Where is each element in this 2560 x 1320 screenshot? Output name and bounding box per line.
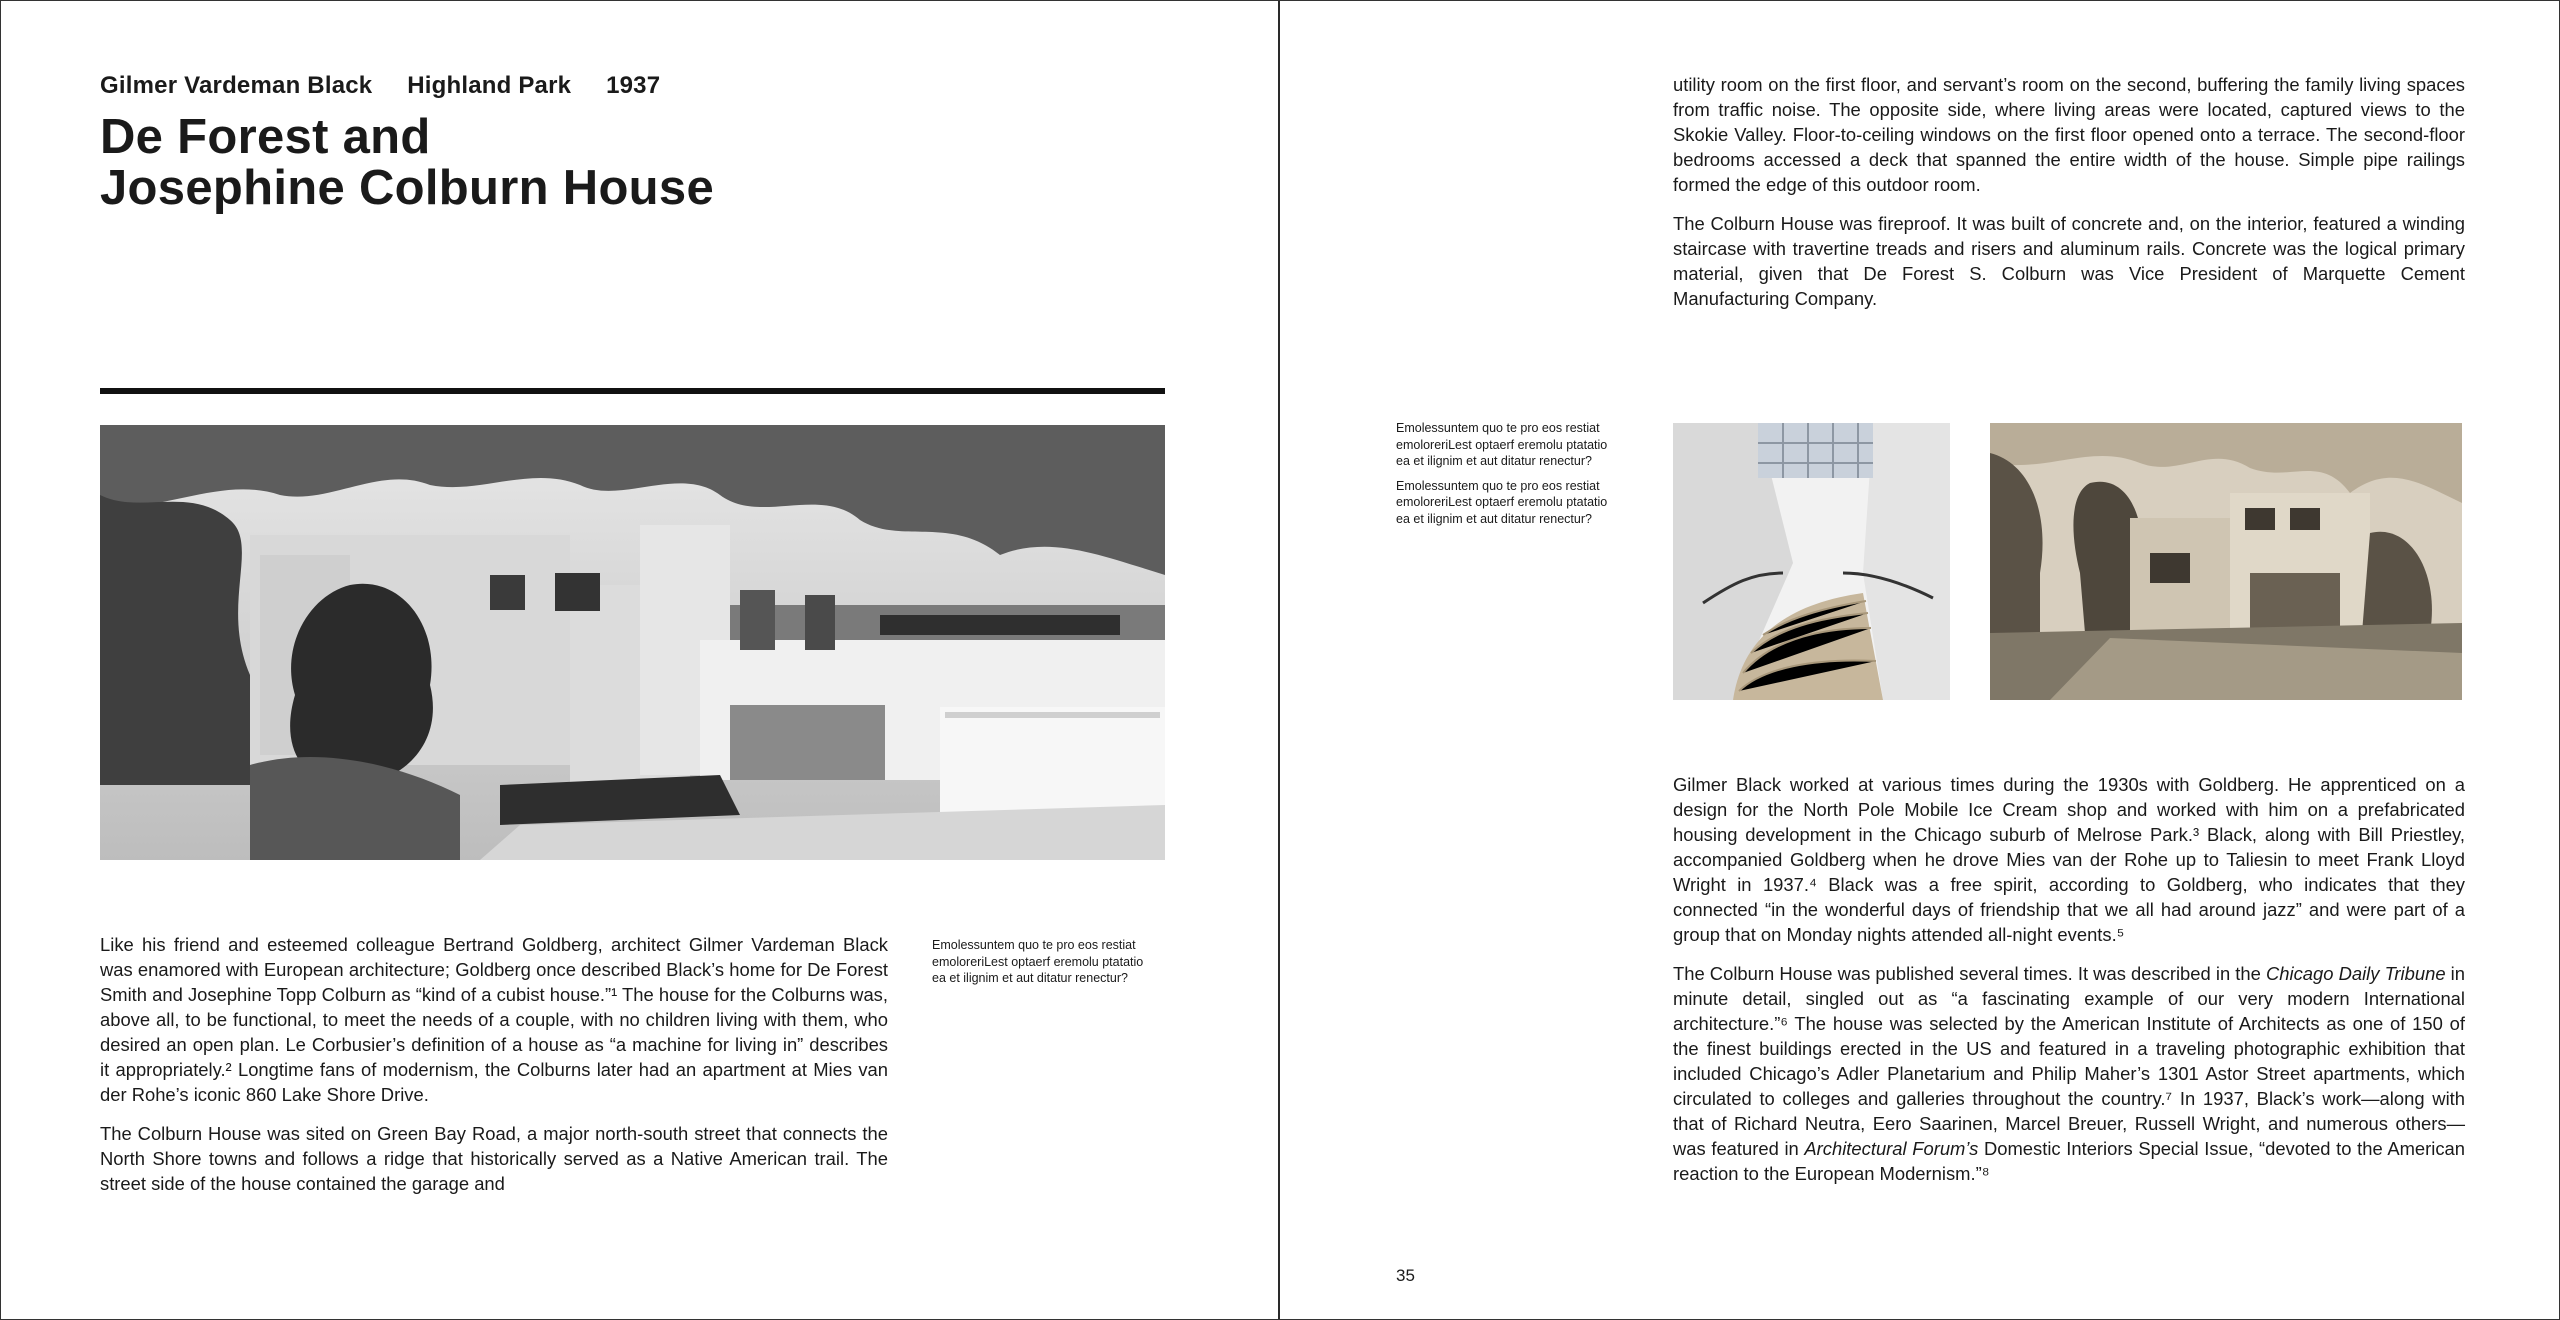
staircase-drawing bbox=[1673, 423, 1950, 700]
page-number: 35 bbox=[1396, 1266, 1415, 1285]
caption-text: Emolessuntem quo te pro eos restiat emoloreriLest optaerf eremolu ptatatio ea et ilignim et aut ditatur renectur? bbox=[1396, 478, 1608, 526]
page-title bbox=[100, 112, 714, 214]
title-line-2: Josephine Colburn House bbox=[100, 161, 715, 215]
header-architect: Gilmer Vardeman Black bbox=[100, 72, 373, 99]
italic-title-run: Architectural Forum’s bbox=[1804, 1138, 1979, 1159]
text-run: Domestic Interiors Special Issue, “devoted to the American reaction to the European Modernism.”⁸ bbox=[1673, 1138, 2465, 1184]
house-photo-drawing bbox=[100, 425, 1165, 860]
running-header bbox=[100, 72, 688, 100]
paragraph: Gilmer Black worked at various times during the 1930s with Goldberg. He apprenticed on a design for the North Pole Mobile Ice Cream shop and worked with him on a prefabricated housing development in the Chicago suburb of Melrose Park.³ Black, along with Bill Priestley, accompanied Goldberg when he drove Mies van der Rohe up to Taliesin to meet Frank Lloyd Wright in 1937.⁴ Black was a free spirit, according to Goldberg, who indicates that they connected “in the wonderful days of friendship that we all had around jazz” and were part of a group that on Monday nights attended all-night events.⁵ bbox=[1673, 774, 2465, 945]
left-body-text bbox=[100, 932, 888, 1196]
title-rule bbox=[100, 388, 1165, 394]
caption-text: Emolessuntem quo te pro eos restiat emoloreriLest optaerf eremolu ptatatio ea et ilignim et aut ditatur renectur? bbox=[1396, 421, 1608, 468]
left-caption bbox=[932, 937, 1157, 995]
italic-title-run: Chicago Daily Tribune bbox=[2265, 963, 2446, 984]
paragraph-publication bbox=[1673, 961, 2465, 1186]
header-location: Highland Park bbox=[407, 72, 572, 99]
staircase-photo bbox=[1673, 423, 1950, 700]
text-run: in minute detail, singled out as “a fascinating example of our very modern International architecture.”⁶ The house was selected by the American Institute of Architects as one of 150 of the finest buildings erected in the US and featured in a traveling photographic exhibition that included Chicago’s Adler Planetarium and Philip Maher’s 1301 Astor Street apartments, which circulated to colleges and galleries throughout the country.⁷ In 1937, Black’s work—along with that of Richard Neutra, Eero Saarinen, Marcel Breuer, Russell Wright, and numerous others—was featured in bbox=[1673, 963, 2465, 1159]
text-run: The Colburn House was published several times. It was described in the bbox=[1673, 963, 2266, 984]
paragraph: The Colburn House was sited on Green Bay Road, a major north-south street that connects the North Shore towns and follows a ridge that historically served as a Native American trail. The street side of the house contained the garage and bbox=[100, 1123, 888, 1194]
right-captions bbox=[1396, 420, 1621, 535]
paragraph: The Colburn House was fireproof. It was built of concrete and, on the interior, featured a winding staircase with travertine treads and risers and aluminum rails. Concrete was the logical primary material, given that De Forest S. Colburn was Vice President of Marquette Cement Manufacturing Company. bbox=[1673, 213, 2465, 309]
right-page bbox=[1280, 0, 2560, 1320]
header-year: 1937 bbox=[606, 72, 661, 99]
main-house-photo bbox=[100, 425, 1165, 860]
paragraph: utility room on the first floor, and servant’s room on the second, buffering the family living spaces from traffic noise. The opposite side, where living areas were located, captured views to the Skokie Valley. Floor-to-ceiling windows on the first floor opened onto a terrace. The second-floor bedrooms accessed a deck that spanned the entire width of the house. Simple pipe railings formed the edge of this outdoor room. bbox=[1673, 74, 2465, 195]
exterior-photo bbox=[1990, 423, 2462, 700]
paragraph: Like his friend and esteemed colleague Bertrand Goldberg, architect Gilmer Vardeman Black was enamored with European architecture; Goldberg once described Black’s home for De Forest Smith and Josephine Topp Colburn as “kind of a cubist house.”¹ The house for the Colburns was, above all, to be functional, to meet the needs of a couple, with no children living with them, who desired an open plan. Le Corbusier’s definition of a house as “a machine for living in” describes it appropriately.² Longtime fans of modernism, the Colburns later had an apartment at Mies van der Rohe’s iconic 860 Lake Shore Drive. bbox=[100, 934, 888, 1105]
exterior-drawing bbox=[1990, 423, 2462, 700]
left-page bbox=[0, 0, 1279, 1320]
title-line-1: De Forest and bbox=[100, 110, 431, 164]
caption-text: Emolessuntem quo te pro eos restiat emoloreriLest optaerf eremolu ptatatio ea et ilignim et aut ditatur renectur? bbox=[932, 938, 1144, 985]
right-body-top bbox=[1673, 72, 2465, 311]
right-body-bottom bbox=[1673, 772, 2465, 1186]
